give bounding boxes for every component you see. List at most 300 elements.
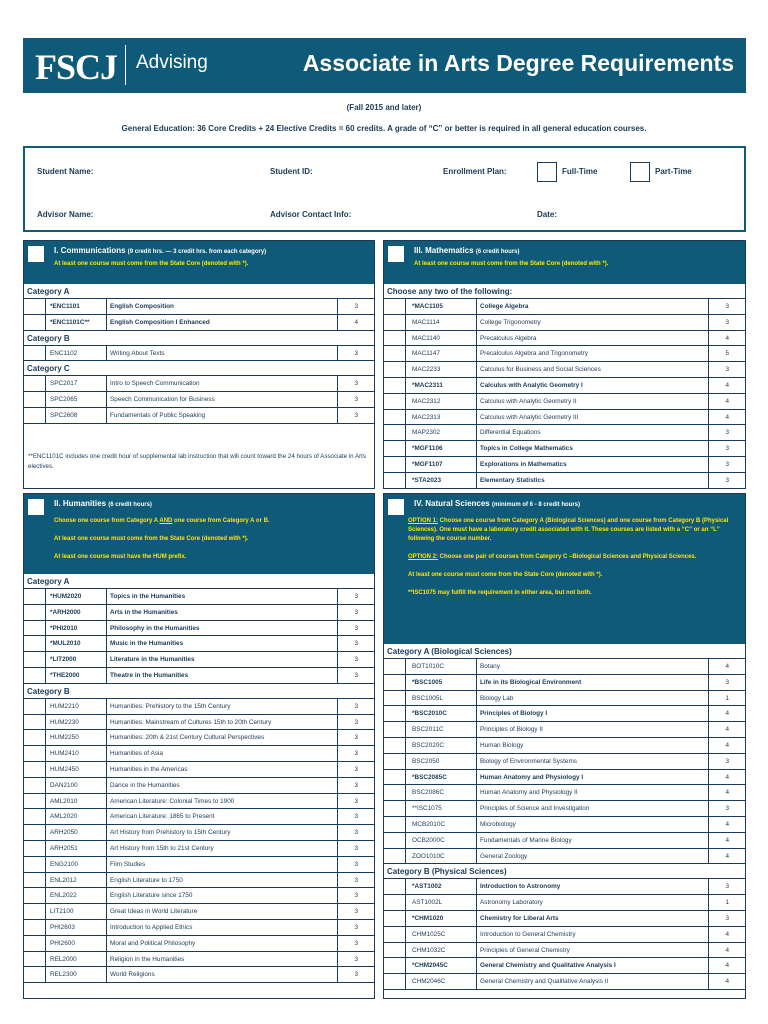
course-code: MAC2233 (412, 366, 441, 374)
course-row (384, 974, 745, 990)
course-checkbox[interactable] (384, 315, 406, 330)
course-code: MCB2010C (412, 820, 446, 828)
course-code: DAN2100 (50, 781, 78, 789)
course-code: BSC2011C (412, 726, 444, 734)
course-checkbox[interactable] (24, 841, 46, 856)
course-code: *PHI2010 (50, 624, 78, 632)
course-code: BSC2086C (412, 789, 444, 797)
course-checkbox[interactable] (384, 299, 406, 314)
course-code: HUM2230 (50, 718, 79, 726)
course-row (384, 394, 745, 410)
course-name: College Trigonometry (480, 318, 541, 326)
sciences-option-1: OPTION 1: Choose one course from Category A (Biological Sciences) and one course from Category B (Physical Sciences). One must have a laboratory credit associated with it. These courses are listed with a “C” or an “L” following the course number. (408, 518, 729, 542)
course-code: OCB2000C (412, 836, 445, 844)
course-row (24, 621, 374, 637)
course-code: *BSC2085C (412, 773, 447, 781)
course-credits: 3 (354, 750, 358, 758)
course-credits: 3 (354, 671, 358, 679)
course-checkbox[interactable] (24, 699, 46, 714)
course-code: LIT2100 (50, 908, 74, 916)
course-checkbox[interactable] (384, 895, 406, 910)
course-code: *BSC2010C (412, 710, 447, 718)
course-name: Introduction to Astronomy (480, 883, 561, 891)
mathematics-panel (383, 240, 746, 489)
course-row (24, 299, 374, 315)
course-checkbox[interactable] (24, 857, 46, 872)
course-credits: 4 (725, 852, 729, 860)
course-code: SPC2065 (50, 396, 78, 404)
course-credits: 4 (725, 978, 729, 986)
mathematics-title: III. Mathematics (414, 246, 474, 255)
course-row (24, 376, 374, 392)
course-checkbox[interactable] (384, 927, 406, 942)
course-row (384, 849, 745, 865)
course-row (384, 738, 745, 754)
humanities-header (24, 494, 374, 574)
full-time-checkbox[interactable] (537, 162, 557, 182)
course-checkbox[interactable] (24, 605, 46, 620)
course-checkbox[interactable] (384, 849, 406, 864)
course-credits: 4 (354, 318, 358, 326)
humanities-panel (23, 493, 375, 999)
course-row (384, 722, 745, 738)
course-row (384, 754, 745, 770)
course-code: ENL2012 (50, 876, 77, 884)
course-checkbox[interactable] (24, 825, 46, 840)
course-row (384, 895, 745, 911)
course-checkbox[interactable] (384, 817, 406, 832)
course-code: BSC2020C (412, 741, 444, 749)
course-name: Great Ideas in World Literature (110, 908, 198, 916)
course-code: MAC1147 (412, 350, 440, 358)
course-checkbox[interactable] (24, 730, 46, 745)
course-name: English Composition (110, 303, 174, 310)
course-checkbox[interactable] (24, 636, 46, 651)
course-credits: 3 (354, 955, 358, 963)
course-credits: 3 (725, 678, 729, 686)
sciences-checkbox[interactable] (388, 499, 404, 515)
course-checkbox[interactable] (384, 974, 406, 989)
mathematics-header (384, 241, 745, 284)
course-name: Moral and Political Philosophy (110, 939, 196, 947)
course-code: *THE2000 (50, 671, 80, 679)
course-row (384, 801, 745, 817)
student-info-box (23, 146, 746, 232)
course-row (24, 699, 374, 715)
course-code: MAP2302 (412, 429, 441, 437)
course-code: MAC1140 (412, 334, 440, 342)
course-credits: 3 (354, 640, 358, 648)
course-checkbox[interactable] (24, 621, 46, 636)
course-row (384, 659, 745, 675)
logo-subtitle: Advising (136, 52, 208, 73)
course-name: Art History from Prehistory to 15th Century (110, 829, 231, 837)
communications-title: I. Communications (54, 246, 126, 255)
course-checkbox[interactable] (384, 833, 406, 848)
course-name: Theatre in the Humanities (110, 671, 189, 679)
humanities-note-3: At least one course must have the HUM prefix. (54, 554, 187, 560)
course-row (384, 911, 745, 927)
course-checkbox[interactable] (384, 362, 406, 377)
course-name: Principles of Science and Investigation (480, 805, 590, 813)
course-row (384, 706, 745, 722)
humanities-note-2: At least one course must come from the State Core (denoted with *). (54, 536, 249, 542)
course-row (24, 936, 374, 952)
course-row (24, 762, 374, 778)
course-checkbox[interactable] (384, 331, 406, 346)
course-row (24, 778, 374, 794)
course-checkbox[interactable] (384, 473, 406, 488)
course-code: *MAC2311 (412, 381, 443, 389)
course-name: Humanities: Prehistory to the 15th Century (110, 702, 231, 710)
fscj-logo: FSCJ (35, 47, 118, 87)
course-checkbox[interactable] (24, 392, 46, 407)
course-checkbox[interactable] (384, 943, 406, 958)
course-row (384, 410, 745, 426)
communications-header (24, 241, 374, 284)
course-checkbox[interactable] (24, 920, 46, 935)
course-code: PHI2603 (50, 923, 75, 931)
course-row (24, 952, 374, 968)
course-credits: 3 (725, 805, 729, 813)
course-checkbox[interactable] (24, 952, 46, 967)
course-credits: 3 (354, 939, 358, 947)
course-checkbox[interactable] (384, 394, 406, 409)
course-checkbox[interactable] (24, 809, 46, 824)
course-checkbox[interactable] (384, 691, 406, 706)
course-row (384, 299, 745, 315)
course-checkbox[interactable] (384, 441, 406, 456)
course-row (24, 652, 374, 668)
course-checkbox[interactable] (24, 904, 46, 919)
course-checkbox[interactable] (24, 762, 46, 777)
course-row (24, 589, 374, 605)
course-name: Art History from 15th to 21st Century (110, 844, 214, 852)
course-checkbox[interactable] (24, 873, 46, 888)
course-row (384, 425, 745, 441)
course-name: Biology of Environmental Systems (480, 757, 577, 765)
course-name: Calculus with Analytic Geometry I (480, 381, 583, 389)
mathematics-note: At least one course must come from the State Core (denoted with *). (414, 261, 609, 267)
course-checkbox[interactable] (24, 376, 46, 391)
comm-category-a: Category A (24, 284, 374, 299)
date-label: Date: (537, 210, 558, 219)
course-credits: 3 (354, 781, 358, 789)
course-name: Principles of Biology I (480, 710, 548, 718)
course-code: CHM2046C (412, 978, 446, 986)
course-checkbox[interactable] (384, 879, 406, 894)
course-checkbox[interactable] (24, 888, 46, 903)
course-name: English Literature to 1750 (110, 876, 183, 884)
course-credits: 4 (725, 413, 729, 421)
course-name: Microbiology (480, 820, 516, 828)
course-credits: 4 (725, 836, 729, 844)
course-row (384, 675, 745, 691)
course-credits: 3 (725, 303, 729, 310)
course-code: MAC2313 (412, 413, 441, 421)
course-code: *HUM2020 (50, 593, 82, 600)
course-code: ENG2100 (50, 860, 79, 868)
sciences-note-3: At least one course must come from the State Core (denoted with *). (408, 572, 603, 578)
course-name: Calculus for Business and Social Sciences (480, 366, 601, 374)
course-code: *ARH2000 (50, 608, 81, 616)
course-checkbox[interactable] (384, 911, 406, 926)
course-name: Calculus with Analytic Geometry III (480, 413, 579, 421)
course-code: *CHM2045C (412, 962, 448, 970)
course-name: Chemistry for Liberal Arts (480, 914, 559, 922)
course-credits: 3 (354, 860, 358, 868)
course-credits: 3 (354, 813, 358, 821)
course-credits: 3 (354, 303, 358, 310)
course-row (24, 841, 374, 857)
course-name: Human Biology (480, 741, 524, 749)
course-name: General Chemistry and Qualitative Analysis I (480, 962, 616, 970)
course-row (384, 346, 745, 362)
course-checkbox[interactable] (24, 299, 46, 314)
course-row (24, 392, 374, 408)
course-credits: 3 (725, 883, 729, 891)
course-checkbox[interactable] (384, 457, 406, 472)
course-code: AST1002L (412, 899, 443, 907)
course-code: BOT1010C (412, 663, 444, 670)
course-checkbox[interactable] (384, 425, 406, 440)
course-checkbox[interactable] (384, 346, 406, 361)
course-name: English Composition I Enhanced (110, 318, 210, 326)
course-name: English Literature since 1750 (110, 892, 193, 900)
course-row (384, 833, 745, 849)
course-row (24, 920, 374, 936)
sciences-title: IV. Natural Sciences (414, 499, 490, 508)
sciences-option-2: OPTION 2: Choose one pair of courses from Category C –Biological Sciences and Physical Sciences. (408, 554, 697, 560)
logo-divider (125, 45, 126, 85)
course-code: HUM2250 (50, 734, 79, 742)
course-row (24, 346, 374, 362)
course-row (24, 904, 374, 920)
course-row (24, 668, 374, 684)
full-time-label: Full-Time (562, 167, 598, 176)
course-row (24, 873, 374, 889)
course-checkbox[interactable] (24, 746, 46, 761)
course-credits: 4 (725, 710, 729, 718)
course-checkbox[interactable] (384, 958, 406, 973)
course-code: **ISC1075 (412, 805, 442, 813)
course-row (384, 362, 745, 378)
course-name: American Literature: 1865 to Present (110, 813, 215, 821)
course-name: Differential Equations (480, 429, 541, 437)
course-row (24, 809, 374, 825)
course-name: Intro to Speech Communication (110, 380, 200, 388)
humanities-checkbox[interactable] (28, 499, 44, 515)
course-code: *LIT2000 (50, 656, 77, 664)
course-checkbox[interactable] (384, 754, 406, 769)
course-row (24, 967, 374, 983)
course-code: *BSC1005 (412, 678, 443, 686)
humanities-title: II. Humanities (54, 499, 107, 508)
course-checkbox[interactable] (24, 652, 46, 667)
course-code: REL2300 (50, 971, 77, 979)
course-checkbox[interactable] (24, 668, 46, 683)
course-name: Literature in the Humanities (110, 656, 195, 664)
course-name: College Algebra (480, 303, 529, 310)
course-code: *ENC1101C** (50, 318, 90, 326)
course-checkbox[interactable] (384, 801, 406, 816)
page-title: Associate in Arts Degree Requirements (302, 50, 734, 76)
course-code: *MAC1105 (412, 303, 443, 310)
course-code: HUM2210 (50, 702, 79, 710)
course-checkbox[interactable] (384, 706, 406, 721)
course-name: Humanities in the Americas (110, 765, 188, 773)
course-row (24, 730, 374, 746)
course-checkbox[interactable] (384, 722, 406, 737)
course-checkbox[interactable] (24, 794, 46, 809)
course-checkbox[interactable] (24, 778, 46, 793)
course-credits: 3 (354, 380, 358, 388)
course-row (384, 457, 745, 473)
course-name: Explorations in Mathematics (480, 460, 567, 468)
communications-checkbox[interactable] (28, 246, 44, 262)
course-checkbox[interactable] (384, 659, 406, 674)
course-credits: 3 (354, 656, 358, 664)
course-code: PHI2600 (50, 939, 75, 947)
course-credits: 3 (354, 892, 358, 900)
course-name: Music in the Humanities (110, 640, 184, 648)
course-row (24, 794, 374, 810)
course-name: Speech Communication for Business (110, 396, 215, 404)
course-row (384, 473, 745, 489)
sciences-note-4: **ISC1075 may fulfill the requirement in either area, but not both. (408, 590, 592, 596)
course-credits: 4 (725, 930, 729, 938)
course-checkbox[interactable] (384, 770, 406, 785)
course-name: Religion in the Humanities (110, 955, 185, 963)
course-name: Fundamentals of Marine Biology (480, 836, 572, 844)
course-credits: 4 (725, 962, 729, 970)
course-credits: 3 (725, 366, 729, 374)
sciences-credits: (minimum of 6 - 8 credit hours) (491, 502, 580, 508)
course-code: CHM1025C (412, 930, 446, 938)
course-code: CHM1032C (412, 946, 446, 954)
course-name: Philosophy in the Humanities (110, 624, 200, 632)
course-code: HUM2410 (50, 750, 79, 758)
course-credits: 3 (354, 734, 358, 742)
course-row (384, 331, 745, 347)
course-row (384, 441, 745, 457)
course-checkbox[interactable] (384, 410, 406, 425)
course-credits: 3 (725, 445, 729, 453)
course-name: Principles of General Chemistry (480, 946, 570, 954)
course-row (24, 408, 374, 424)
course-credits: 3 (354, 844, 358, 852)
course-code: HUM2450 (50, 765, 79, 773)
course-row (24, 888, 374, 904)
course-code: SPC2017 (50, 380, 78, 388)
communications-credits: (9 credit hrs. — 3 credit hrs. from each category) (127, 249, 267, 255)
course-checkbox[interactable] (384, 675, 406, 690)
enrollment-plan-label: Enrollment Plan: (443, 167, 507, 176)
advisor-name-label: Advisor Name: (37, 210, 94, 219)
comm-footnote: **ENC1101C includes one credit hour of supplemental lab instruction that will count toward the 24 hours of Associate in Arts electives. (28, 452, 366, 470)
mathematics-credits: (6 credit hours) (475, 249, 520, 255)
course-name: General Zoology (480, 852, 528, 860)
course-checkbox[interactable] (24, 936, 46, 951)
course-checkbox[interactable] (24, 346, 46, 361)
course-credits: 4 (725, 820, 729, 828)
course-name: Botany (480, 663, 500, 670)
course-code: AML2010 (50, 797, 78, 805)
course-code: *MUL2010 (50, 640, 81, 648)
course-name: Introduction to General Chemistry (480, 930, 576, 938)
course-credits: 3 (354, 923, 358, 931)
course-credits: 4 (725, 726, 729, 734)
course-row (24, 825, 374, 841)
course-credits: 3 (725, 318, 729, 326)
course-credits: 3 (354, 971, 358, 979)
course-credits: 3 (354, 624, 358, 632)
course-credits: 3 (354, 876, 358, 884)
communications-note: At least one course must come from the State Core (denoted with *). (54, 261, 249, 267)
course-credits: 3 (725, 757, 729, 765)
course-row (384, 817, 745, 833)
course-credits: 3 (725, 914, 729, 922)
course-row (384, 785, 745, 801)
course-name: American Literature: Colonial Times to 1900 (110, 797, 235, 805)
course-name: Biology Lab (480, 694, 514, 702)
course-name: Humanities of Asia (110, 750, 163, 758)
course-credits: 3 (725, 460, 729, 468)
course-checkbox[interactable] (384, 378, 406, 393)
course-row (384, 927, 745, 943)
course-row (384, 691, 745, 707)
header-banner (23, 38, 746, 93)
course-row (384, 315, 745, 331)
course-code: AML2020 (50, 813, 78, 821)
course-credits: 4 (725, 663, 729, 670)
course-credits: 1 (725, 694, 729, 702)
course-credits: 3 (354, 593, 358, 600)
course-code: BSC1005L (412, 694, 443, 702)
humanities-note-1: Choose one course from Category A AND one course from Category A or B. (54, 518, 270, 524)
course-row (384, 958, 745, 974)
course-checkbox[interactable] (384, 738, 406, 753)
course-row (384, 943, 745, 959)
course-credits: 4 (725, 789, 729, 797)
part-time-checkbox[interactable] (630, 162, 650, 182)
course-name: Film Studies (110, 860, 146, 868)
hum-category-a: Category A (24, 574, 374, 589)
course-name: Introduction to Applied Ethics (110, 923, 193, 931)
course-credits: 3 (725, 429, 729, 437)
course-credits: 3 (354, 702, 358, 710)
course-checkbox[interactable] (24, 715, 46, 730)
course-checkbox[interactable] (24, 408, 46, 423)
course-checkbox[interactable] (384, 785, 406, 800)
course-credits: 4 (725, 381, 729, 389)
course-code: ENL2022 (50, 892, 77, 900)
student-name-label: Student Name: (37, 167, 94, 176)
communications-panel (23, 240, 375, 489)
course-row (384, 378, 745, 394)
course-row (24, 636, 374, 652)
course-credits: 3 (354, 608, 358, 616)
course-name: Arts in the Humanities (110, 608, 178, 616)
course-credits: 3 (354, 349, 358, 357)
humanities-credits: (6 credit hours) (108, 502, 152, 508)
course-row (24, 857, 374, 873)
course-checkbox[interactable] (24, 967, 46, 982)
course-checkbox[interactable] (24, 589, 46, 604)
course-checkbox[interactable] (24, 315, 46, 330)
course-name: Precalculus Algebra (480, 334, 537, 342)
mathematics-checkbox[interactable] (388, 246, 404, 262)
